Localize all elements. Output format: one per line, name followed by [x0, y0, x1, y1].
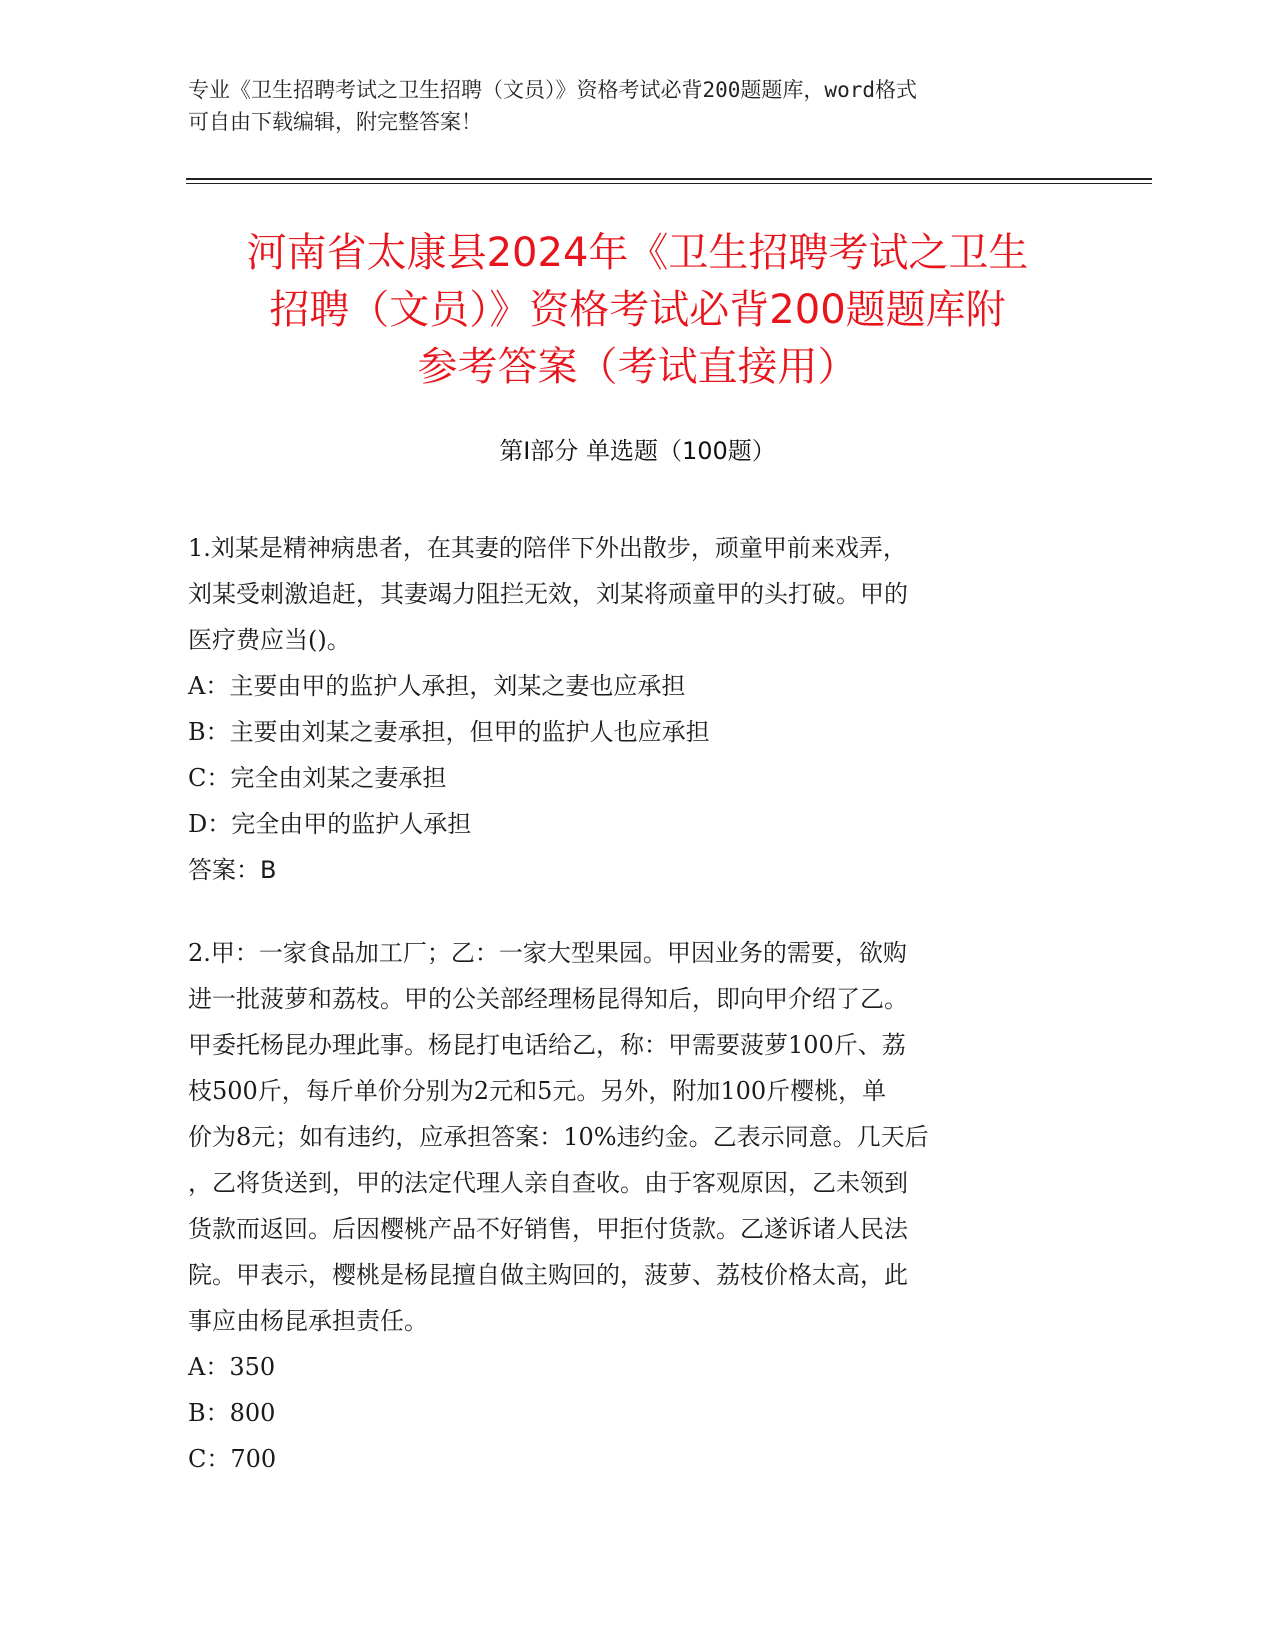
question-stem-line: 货款而返回。后因樱桃产品不好销售，甲拒付货款。乙遂诉诸人民法	[188, 1215, 908, 1243]
question-stem-line: 甲委托杨昆办理此事。杨昆打电话给乙，称：甲需要菠萝100斤、荔	[188, 1031, 906, 1059]
question-stem-line: 医疗费应当()。	[188, 626, 351, 654]
option-a: A：主要由甲的监护人承担，刘某之妻也应承担	[188, 672, 686, 700]
question-stem-line: 1.刘某是精神病患者，在其妻的陪伴下外出散步，顽童甲前来戏弄，	[188, 534, 907, 562]
document-title	[150, 225, 1125, 396]
question-stem-line: 2.甲：一家食品加工厂；乙：一家大型果园。甲因业务的需要，欲购	[188, 939, 907, 967]
header-note-line-2: 可自由下载编辑，附完整答案！	[188, 110, 482, 134]
question-2	[188, 930, 1088, 1482]
option-a: A：350	[188, 1353, 276, 1381]
header-divider-thick	[186, 178, 1152, 180]
header-note	[188, 74, 1068, 138]
question-stem-line: 价为8元；如有违约，应承担答案：10%违约金。乙表示同意。几天后	[188, 1123, 929, 1151]
option-b: B：800	[188, 1399, 276, 1427]
document-title-line-2: 招聘（文员）》资格考试必背200题题库附	[269, 287, 1006, 333]
option-b: B：主要由刘某之妻承担，但甲的监护人也应承担	[188, 718, 710, 746]
question-stem-line: 事应由杨昆承担责任。	[188, 1307, 428, 1335]
question-stem-line: 枝500斤，每斤单价分别为2元和5元。另外，附加100斤樱桃，单	[188, 1077, 887, 1105]
document-title-line-3: 参考答案（考试直接用）	[417, 344, 858, 390]
question-stem-line: ，乙将货送到，甲的法定代理人亲自查收。由于客观原因，乙未领到	[188, 1169, 908, 1197]
answer-text: 答案：B	[188, 856, 277, 884]
option-d: D：完全由甲的监护人承担	[188, 810, 472, 838]
document-title-line-1: 河南省太康县2024年《卫生招聘考试之卫生	[246, 230, 1029, 276]
question-stem-line: 院。甲表示，樱桃是杨昆擅自做主购回的，菠萝、荔枝价格太高，此	[188, 1261, 908, 1289]
question-1	[188, 525, 1088, 893]
question-stem-line: 进一批菠萝和荔枝。甲的公关部经理杨昆得知后，即向甲介绍了乙。	[188, 985, 908, 1013]
section-heading: 第Ⅰ部分 单选题（100题）	[499, 437, 776, 465]
option-c: C：完全由刘某之妻承担	[188, 764, 447, 792]
option-c: C：700	[188, 1445, 277, 1473]
header-note-line-1: 专业《卫生招聘考试之卫生招聘（文员）》资格考试必背200题题库，word格式	[188, 78, 917, 102]
header-divider-thin	[186, 183, 1152, 184]
question-stem-line: 刘某受刺激追赶，其妻竭力阻拦无效，刘某将顽童甲的头打破。甲的	[188, 580, 908, 608]
